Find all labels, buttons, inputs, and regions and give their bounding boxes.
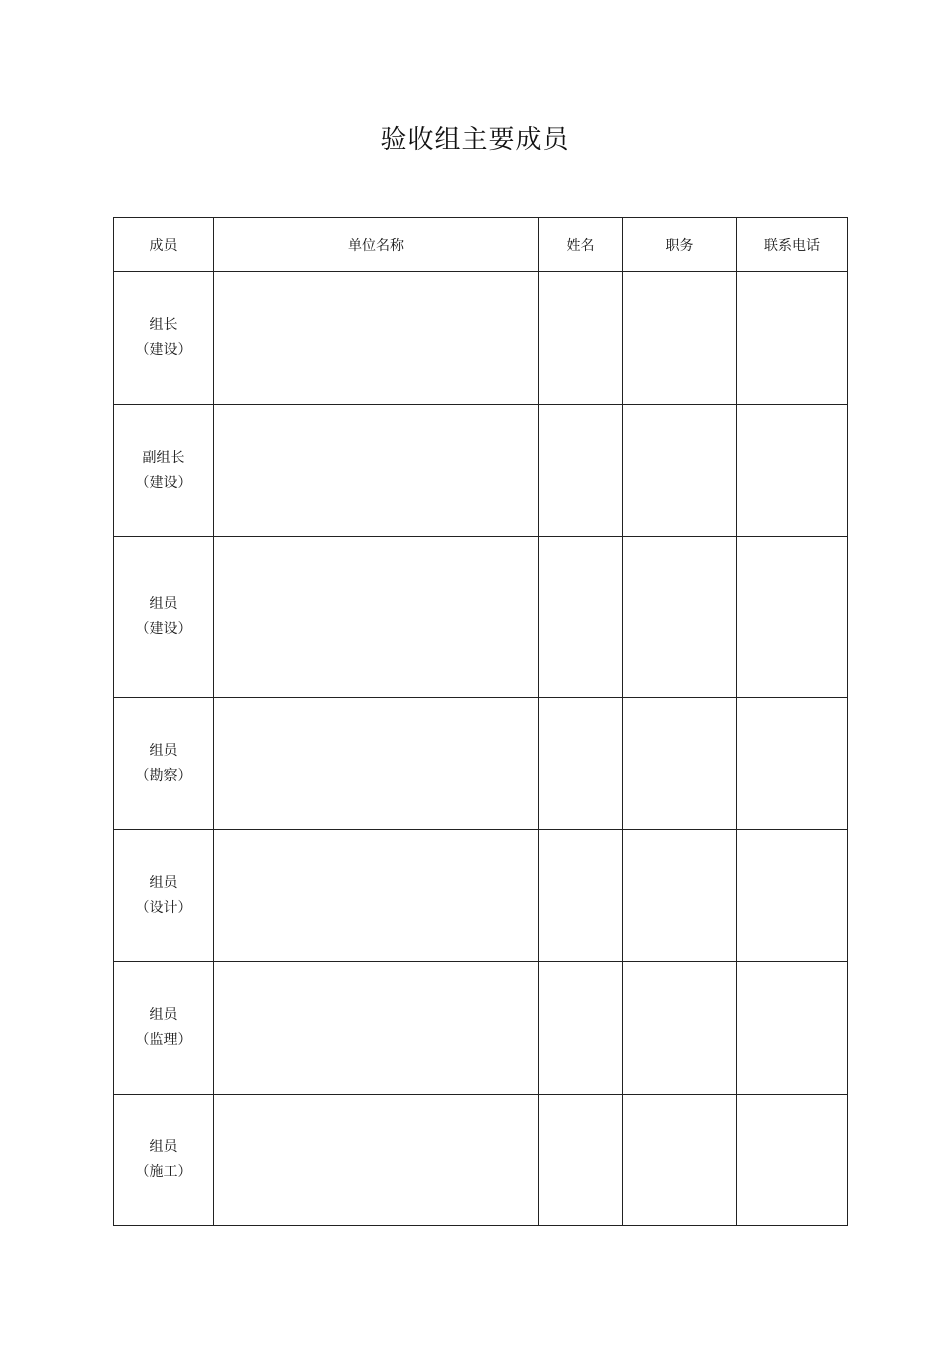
header-name: 姓名 bbox=[539, 218, 623, 272]
member-role: 组员 bbox=[149, 874, 178, 891]
member-party: （勘察） bbox=[135, 767, 192, 784]
position-cell[interactable] bbox=[623, 537, 737, 698]
unit-name-cell[interactable] bbox=[214, 830, 539, 962]
member-role: 组员 bbox=[149, 596, 178, 612]
name-cell[interactable] bbox=[539, 830, 623, 962]
phone-cell[interactable] bbox=[737, 962, 848, 1095]
position-cell[interactable] bbox=[623, 1095, 737, 1226]
header-phone: 联系电话 bbox=[737, 218, 848, 272]
unit-name-cell[interactable] bbox=[214, 537, 539, 698]
table-header-row bbox=[114, 218, 848, 272]
member-party: （建设） bbox=[135, 474, 192, 491]
member-cell bbox=[114, 1095, 214, 1226]
table-row bbox=[114, 537, 848, 698]
name-cell[interactable] bbox=[539, 962, 623, 1095]
table-row bbox=[114, 962, 848, 1095]
table-row bbox=[114, 1095, 848, 1226]
member-role: 组长 bbox=[149, 317, 178, 333]
header-position: 职务 bbox=[623, 218, 737, 272]
header-member: 成员 bbox=[114, 218, 214, 272]
unit-name-cell[interactable] bbox=[214, 272, 539, 405]
position-cell[interactable] bbox=[623, 698, 737, 830]
member-cell bbox=[114, 698, 214, 830]
member-role: 副组长 bbox=[142, 449, 185, 466]
table-row bbox=[114, 272, 848, 405]
member-party: （建设） bbox=[135, 342, 192, 358]
position-cell[interactable] bbox=[623, 830, 737, 962]
unit-name-cell[interactable] bbox=[214, 962, 539, 1095]
unit-name-cell[interactable] bbox=[214, 405, 539, 537]
member-role: 组员 bbox=[149, 742, 178, 759]
table-row bbox=[114, 698, 848, 830]
member-cell bbox=[114, 272, 214, 405]
phone-cell[interactable] bbox=[737, 537, 848, 698]
member-party: （设计） bbox=[135, 899, 192, 916]
unit-name-cell[interactable] bbox=[214, 698, 539, 830]
table-row bbox=[114, 830, 848, 962]
phone-cell[interactable] bbox=[737, 830, 848, 962]
name-cell[interactable] bbox=[539, 537, 623, 698]
member-cell bbox=[114, 405, 214, 537]
phone-cell[interactable] bbox=[737, 1095, 848, 1226]
header-unit-name: 单位名称 bbox=[214, 218, 539, 272]
member-party: （监理） bbox=[135, 1032, 192, 1048]
name-cell[interactable] bbox=[539, 405, 623, 537]
member-role: 组员 bbox=[149, 1139, 178, 1155]
name-cell[interactable] bbox=[539, 698, 623, 830]
unit-name-cell[interactable] bbox=[214, 1095, 539, 1226]
position-cell[interactable] bbox=[623, 272, 737, 405]
table-row bbox=[114, 405, 848, 537]
position-cell[interactable] bbox=[623, 405, 737, 537]
member-cell bbox=[114, 830, 214, 962]
member-role: 组员 bbox=[149, 1007, 178, 1023]
member-cell bbox=[114, 962, 214, 1095]
position-cell[interactable] bbox=[623, 962, 737, 1095]
members-table bbox=[113, 217, 848, 1226]
member-party: （施工） bbox=[135, 1164, 192, 1180]
name-cell[interactable] bbox=[539, 272, 623, 405]
member-cell bbox=[114, 537, 214, 698]
phone-cell[interactable] bbox=[737, 272, 848, 405]
member-party: （建设） bbox=[135, 621, 192, 637]
document-title: 验收组主要成员 bbox=[380, 125, 570, 155]
phone-cell[interactable] bbox=[737, 405, 848, 537]
phone-cell[interactable] bbox=[737, 698, 848, 830]
name-cell[interactable] bbox=[539, 1095, 623, 1226]
